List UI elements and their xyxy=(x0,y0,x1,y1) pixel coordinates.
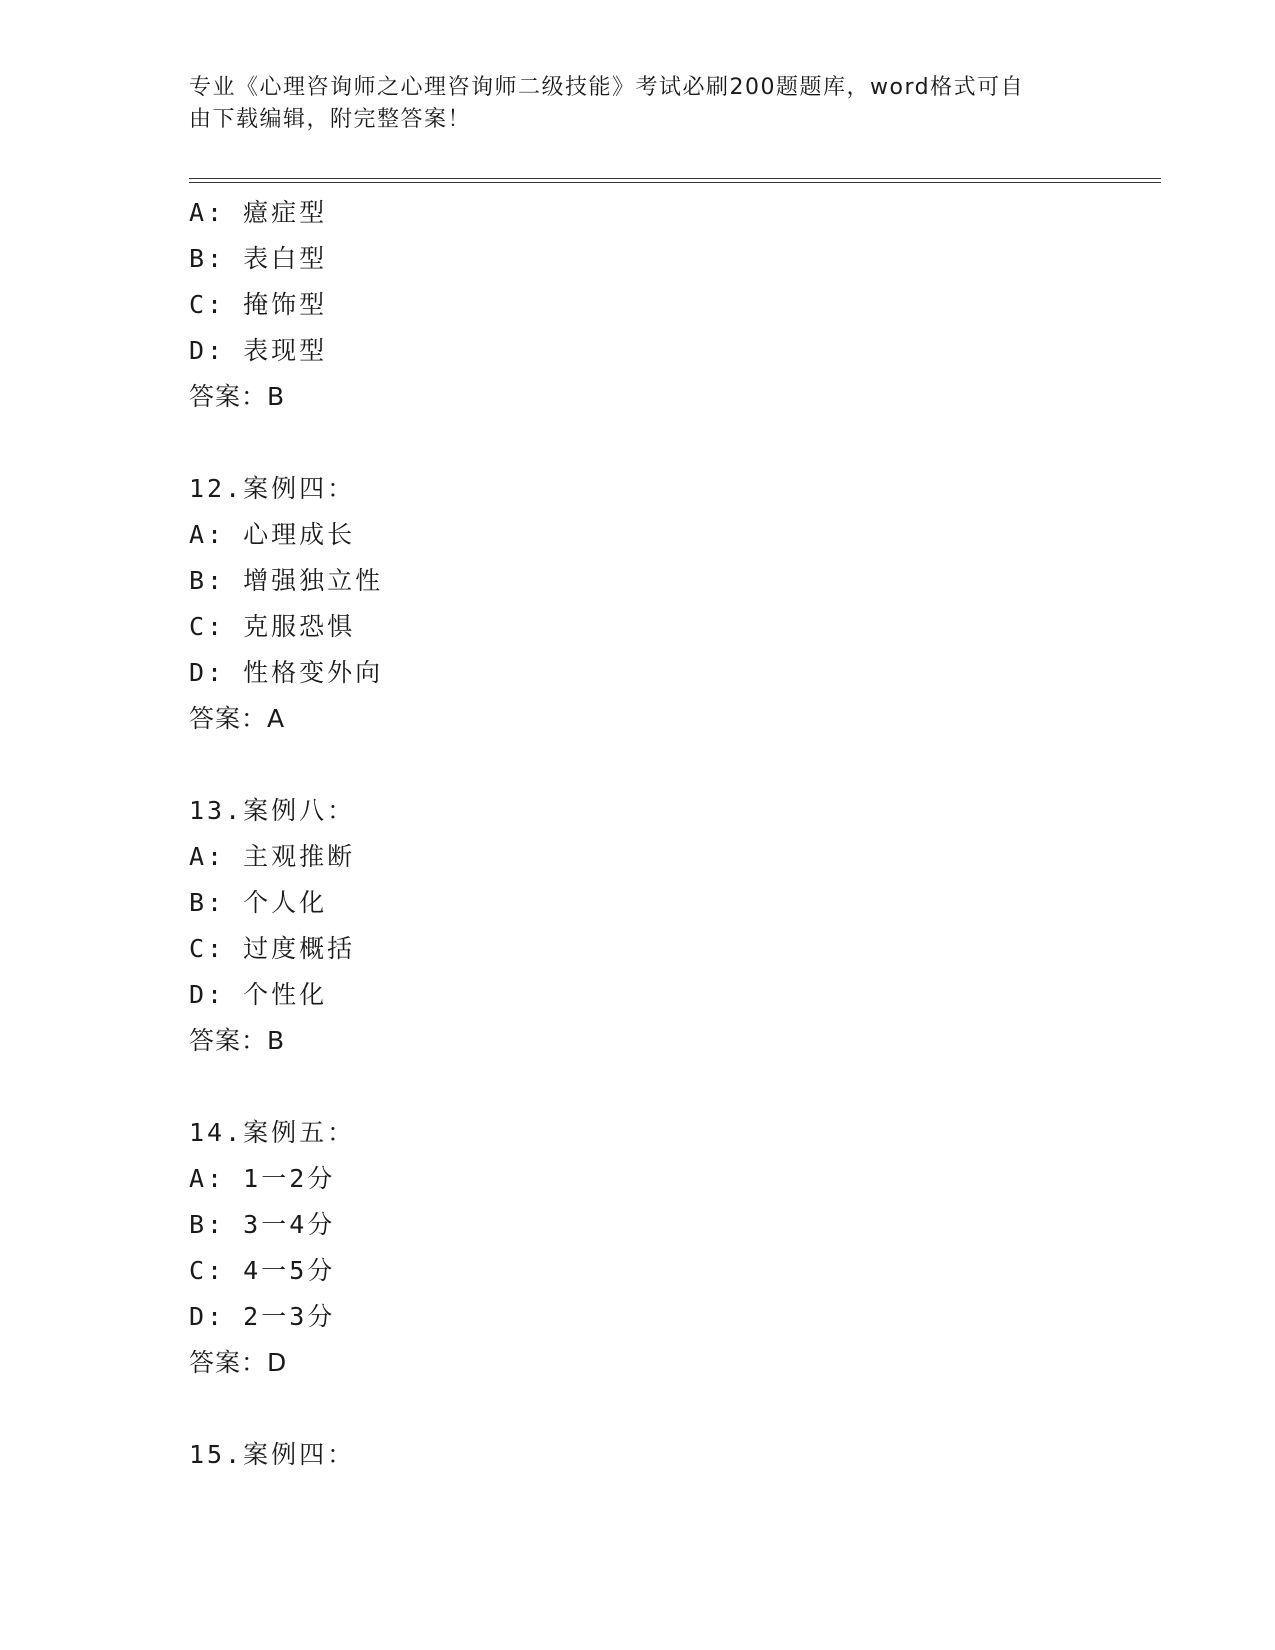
header-divider-top xyxy=(189,178,1161,179)
question-title: 12.案例四： xyxy=(189,474,356,503)
spacer xyxy=(189,420,1149,466)
option-c: C: 4一5分 xyxy=(189,1256,336,1285)
header-divider-bottom xyxy=(189,182,1161,183)
option-b: B: 表白型 xyxy=(189,244,328,273)
spacer xyxy=(189,1064,1149,1110)
option-b: B: 3一4分 xyxy=(189,1210,336,1239)
answer: 答案：D xyxy=(189,1348,288,1377)
question-12 xyxy=(189,466,1149,742)
spacer xyxy=(189,1386,1149,1432)
option-c: C: 过度概括 xyxy=(189,934,356,963)
option-c: C: 克服恐惧 xyxy=(189,612,356,641)
option-d: D: 性格变外向 xyxy=(189,658,384,687)
answer: 答案：B xyxy=(189,382,286,411)
question-title: 14.案例五： xyxy=(189,1118,356,1147)
option-d: D: 表现型 xyxy=(189,336,328,365)
option-a: A: 1一2分 xyxy=(189,1164,336,1193)
question-list xyxy=(189,190,1149,1478)
header-line-2: 由下载编辑，附完整答案！ xyxy=(189,107,472,132)
header-line-1: 专业《心理咨询师之心理咨询师二级技能》考试必刷200题题库，word格式可自 xyxy=(189,75,1025,100)
question-11 xyxy=(189,190,1149,420)
question-14 xyxy=(189,1110,1149,1386)
option-a: A: 心理成长 xyxy=(189,520,356,549)
answer: 答案：B xyxy=(189,1026,286,1055)
answer: 答案：A xyxy=(189,704,286,733)
option-d: D: 2一3分 xyxy=(189,1302,336,1331)
option-a: A: 主观推断 xyxy=(189,842,356,871)
question-title: 15.案例四： xyxy=(189,1440,356,1469)
question-13 xyxy=(189,788,1149,1064)
option-c: C: 掩饰型 xyxy=(189,290,328,319)
option-d: D: 个性化 xyxy=(189,980,328,1009)
option-a: A: 癔症型 xyxy=(189,198,328,227)
question-15 xyxy=(189,1432,1149,1478)
option-b: B: 个人化 xyxy=(189,888,328,917)
question-title: 13.案例八： xyxy=(189,796,356,825)
spacer xyxy=(189,742,1149,788)
document-header xyxy=(189,72,1069,136)
option-b: B: 增强独立性 xyxy=(189,566,384,595)
